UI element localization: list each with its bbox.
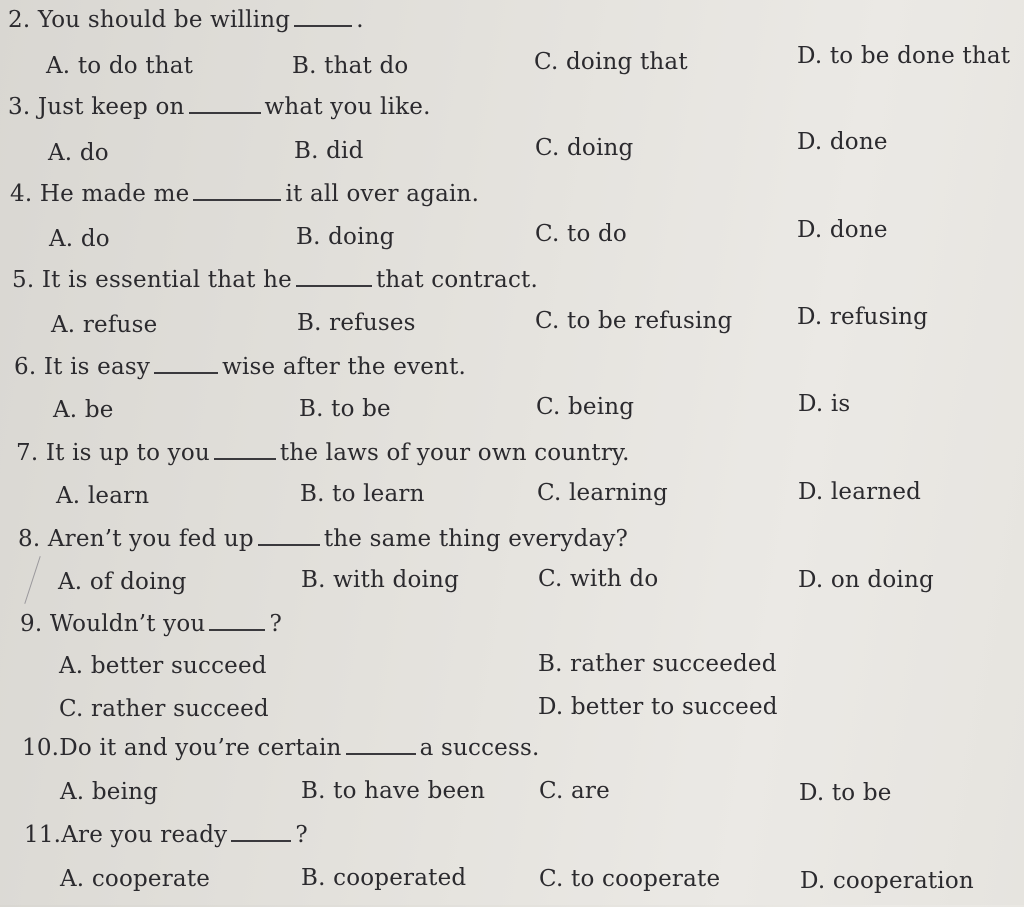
option-d: D. done bbox=[797, 129, 888, 155]
answer-blank bbox=[294, 7, 352, 27]
question-text-before: He made me bbox=[39, 181, 190, 207]
option-a: A. do bbox=[48, 140, 109, 166]
question-number: 5. bbox=[12, 267, 35, 293]
answer-blank bbox=[189, 94, 261, 114]
question-number: 3. bbox=[8, 94, 31, 120]
question-11 bbox=[0, 821, 1024, 907]
option-d: D. to be done that bbox=[797, 43, 1011, 69]
question-text-after: what you like. bbox=[264, 94, 431, 120]
option-c: C. rather succeed bbox=[59, 696, 269, 722]
answer-blank bbox=[193, 181, 281, 201]
question-stem bbox=[14, 353, 466, 381]
question-text-after: . bbox=[356, 7, 364, 33]
question-6 bbox=[0, 353, 1024, 439]
question-text-after: wise after the event. bbox=[222, 354, 467, 380]
option-b: B. that do bbox=[292, 53, 409, 79]
option-c: C. learning bbox=[537, 480, 668, 506]
option-b: B. to be bbox=[299, 396, 391, 422]
option-a: A. of doing bbox=[58, 569, 187, 595]
option-a: A. to do that bbox=[46, 53, 194, 79]
question-text-after: the same thing everyday? bbox=[323, 526, 629, 552]
question-2 bbox=[0, 6, 1024, 92]
question-4 bbox=[0, 180, 1024, 266]
question-stem bbox=[12, 266, 538, 294]
option-a: A. do bbox=[49, 226, 110, 252]
question-number: 9. bbox=[20, 611, 43, 637]
option-d: D. is bbox=[798, 391, 851, 417]
option-a: A. be bbox=[53, 397, 114, 423]
question-text-before: You should be willing bbox=[37, 7, 291, 33]
question-text-before: It is up to you bbox=[45, 440, 210, 466]
question-text-after: ? bbox=[295, 822, 308, 848]
option-c: C. to cooperate bbox=[539, 866, 721, 892]
option-b: B. doing bbox=[296, 224, 395, 250]
question-stem bbox=[18, 525, 628, 553]
option-b: B. to learn bbox=[300, 481, 425, 507]
question-number: 2. bbox=[8, 7, 31, 33]
question-5 bbox=[0, 266, 1024, 352]
question-stem bbox=[20, 610, 282, 638]
option-d: D. on doing bbox=[798, 567, 934, 593]
question-stem bbox=[8, 6, 364, 34]
question-text-before: Are you ready bbox=[61, 822, 228, 848]
question-number: 6. bbox=[14, 354, 37, 380]
question-10 bbox=[0, 734, 1024, 820]
option-b: B. rather succeeded bbox=[538, 651, 777, 677]
option-c: C. doing bbox=[535, 135, 634, 161]
question-text-before: It is easy bbox=[43, 354, 151, 380]
answer-blank bbox=[154, 354, 218, 374]
answer-blank bbox=[296, 267, 372, 287]
option-d: D. learned bbox=[798, 479, 922, 505]
option-a: A. being bbox=[60, 779, 159, 805]
answer-blank bbox=[231, 822, 291, 842]
answer-blank bbox=[209, 611, 265, 631]
question-number: 4. bbox=[10, 181, 33, 207]
question-text-before: Just keep on bbox=[37, 94, 185, 120]
answer-blank bbox=[258, 526, 320, 546]
option-c: C. are bbox=[539, 778, 610, 804]
option-b: B. refuses bbox=[297, 310, 416, 336]
option-a: A. refuse bbox=[51, 312, 158, 338]
question-stem bbox=[10, 180, 479, 208]
answer-blank bbox=[214, 440, 276, 460]
option-d: D. done bbox=[797, 217, 888, 243]
question-text-after: it all over again. bbox=[285, 181, 480, 207]
question-number: 11. bbox=[24, 822, 62, 848]
option-d: D. refusing bbox=[797, 304, 929, 330]
question-number: 7. bbox=[16, 440, 39, 466]
question-text-after: that contract. bbox=[375, 267, 539, 293]
answer-blank bbox=[346, 735, 416, 755]
option-c: C. being bbox=[536, 394, 635, 420]
question-stem bbox=[8, 93, 431, 121]
option-c: C. doing that bbox=[534, 49, 688, 75]
option-c: C. to do bbox=[535, 221, 627, 247]
question-number: 10. bbox=[22, 735, 60, 761]
question-text-before: Do it and you’re certain bbox=[59, 735, 342, 761]
question-3 bbox=[0, 93, 1024, 179]
option-c: C. with do bbox=[538, 566, 659, 592]
question-text-after: a success. bbox=[419, 735, 540, 761]
question-9 bbox=[0, 610, 1024, 722]
question-stem bbox=[16, 439, 630, 467]
option-a: A. cooperate bbox=[60, 866, 211, 892]
option-b: B. cooperated bbox=[301, 865, 467, 891]
question-8 bbox=[0, 525, 1024, 611]
question-stem bbox=[22, 734, 540, 762]
question-text-after: ? bbox=[269, 611, 282, 637]
question-text-before: It is essential that he bbox=[41, 267, 292, 293]
option-b: B. with doing bbox=[301, 567, 459, 593]
question-7 bbox=[0, 439, 1024, 525]
option-c: C. to be refusing bbox=[535, 308, 733, 334]
question-text-before: Wouldn’t you bbox=[49, 611, 206, 637]
option-a: A. learn bbox=[56, 483, 150, 509]
option-a: A. better succeed bbox=[59, 653, 267, 679]
option-b: B. to have been bbox=[301, 778, 486, 804]
question-text-before: Aren’t you fed up bbox=[47, 526, 254, 552]
option-d: D. cooperation bbox=[800, 868, 974, 894]
option-b: B. did bbox=[294, 138, 364, 164]
option-d: D. better to succeed bbox=[538, 694, 778, 720]
question-number: 8. bbox=[18, 526, 41, 552]
option-d: D. to be bbox=[799, 780, 892, 806]
question-stem bbox=[24, 821, 308, 849]
question-text-after: the laws of your own country. bbox=[279, 440, 630, 466]
